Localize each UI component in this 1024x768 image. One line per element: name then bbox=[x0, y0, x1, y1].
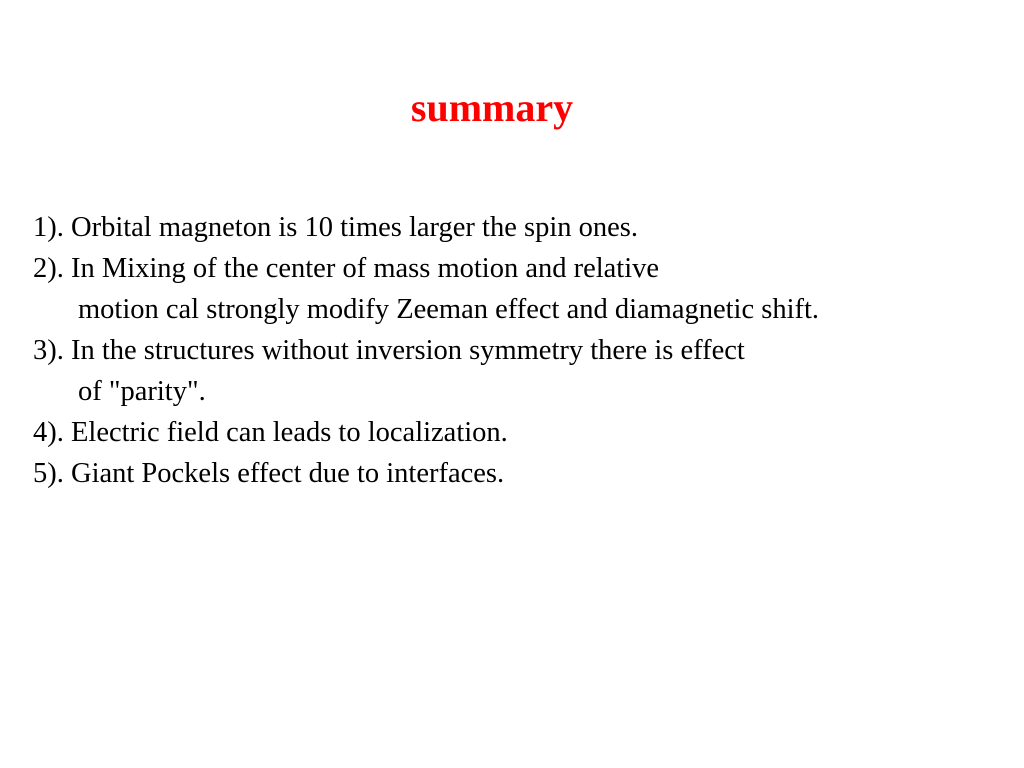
list-item-3-continuation: of "parity". bbox=[78, 376, 206, 407]
list-item-4: 4). Electric field can leads to localization. bbox=[33, 417, 508, 448]
list-item-1: 1). Orbital magneton is 10 times larger the spin ones. bbox=[33, 212, 638, 243]
slide-title bbox=[0, 82, 1024, 134]
summary-list bbox=[33, 207, 1008, 494]
list-item-2-continuation: motion cal strongly modify Zeeman effect and diamagnetic shift. bbox=[78, 294, 820, 325]
list-item-5: 5). Giant Pockels effect due to interfaces. bbox=[33, 458, 505, 489]
list-item-3: 3). In the structures without inversion symmetry there is effect bbox=[33, 335, 745, 366]
slide-title-text: summary bbox=[410, 85, 574, 130]
list-item-2: 2). In Mixing of the center of mass motion and relative bbox=[33, 253, 660, 284]
